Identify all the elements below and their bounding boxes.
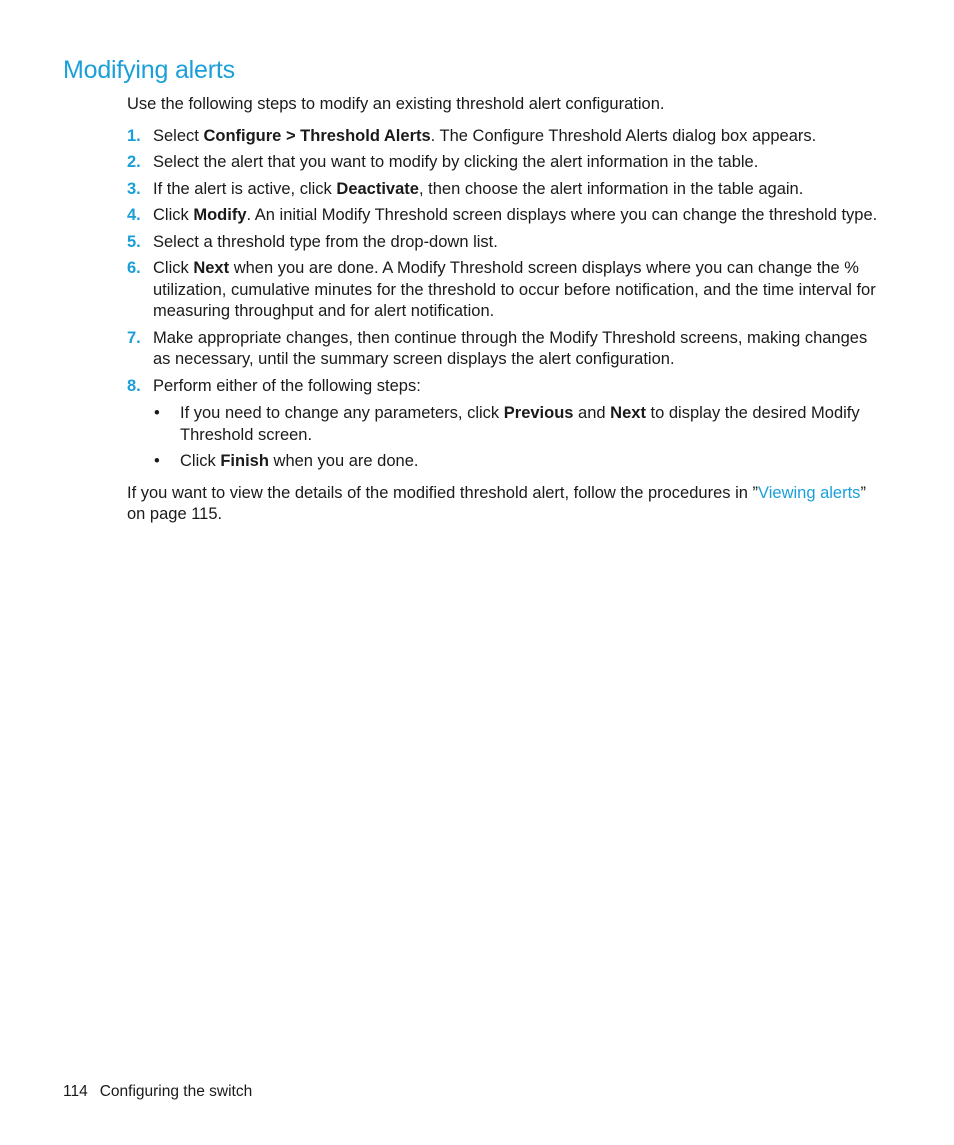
bullet-icon: • [154, 452, 160, 470]
outro-paragraph: If you want to view the details of the modified threshold alert, follow the procedures in ”Viewing alerts” on page 115. [127, 483, 866, 523]
substeps-list [153, 403, 887, 473]
step-4: 4. Click Modify. An initial Modify Threshold screen displays where you can change the threshold type. [127, 205, 887, 227]
intro-paragraph: Use the following steps to modify an existing threshold alert configuration. [127, 95, 665, 113]
ui-path: Configure > Threshold Alerts [203, 126, 431, 145]
footer-section-title: Configuring the switch [99, 1083, 253, 1100]
page-number: 114 [63, 1083, 88, 1100]
viewing-alerts-link[interactable]: Viewing alerts [758, 483, 861, 502]
step-number: 6. [127, 259, 141, 277]
step-1: 1. Select Configure > Threshold Alerts. The Configure Threshold Alerts dialog box appears. [127, 126, 887, 148]
ui-label-finish: Finish [220, 452, 269, 470]
substep-2: • Click Finish when you are done. [153, 451, 887, 473]
ui-label-next: Next [610, 404, 646, 422]
step-number: 2. [127, 153, 141, 171]
step-6: 6. Click Next when you are done. A Modify Threshold screen displays where you can change the % utilization, cumulative minutes for the threshold to occur before notification, and the time interval for measuring throughput and for alert notification. [127, 259, 876, 320]
body-content [127, 94, 887, 526]
step-number: 4. [127, 206, 141, 224]
ui-label-previous: Previous [503, 404, 574, 422]
ui-label-next: Next [193, 259, 230, 277]
step-number: 1. [127, 126, 141, 145]
page-title: Modifying alerts [63, 56, 235, 84]
substep-1: • If you need to change any parameters, click Previous and Next to display the desired Modify Threshold screen. [154, 404, 860, 444]
page-footer [63, 1083, 252, 1101]
step-number: 3. [127, 179, 141, 198]
steps-list [127, 126, 887, 473]
step-number: 8. [127, 376, 141, 395]
step-5: 5. Select a threshold type from the drop-down list. [127, 232, 887, 254]
ui-label-deactivate: Deactivate [336, 179, 419, 198]
step-2: 2. Select the alert that you want to modify by clicking the alert information in the table. [127, 152, 887, 174]
step-number: 5. [127, 232, 141, 251]
bullet-icon: • [154, 404, 160, 422]
step-7: 7. Make appropriate changes, then continue through the Modify Threshold screens, making changes as necessary, until the summary screen displays the alert configuration. [127, 328, 868, 368]
step-8: 8. Perform either of the following steps: • If you need to change any parameters, click Previous and Next to display the desired Modify Threshold screen. • Click Finish when you are done. [127, 376, 887, 473]
ui-label-modify: Modify [193, 206, 247, 224]
step-number: 7. [127, 328, 141, 347]
step-3: 3. If the alert is active, click Deactivate, then choose the alert information in the table again. [127, 179, 887, 201]
